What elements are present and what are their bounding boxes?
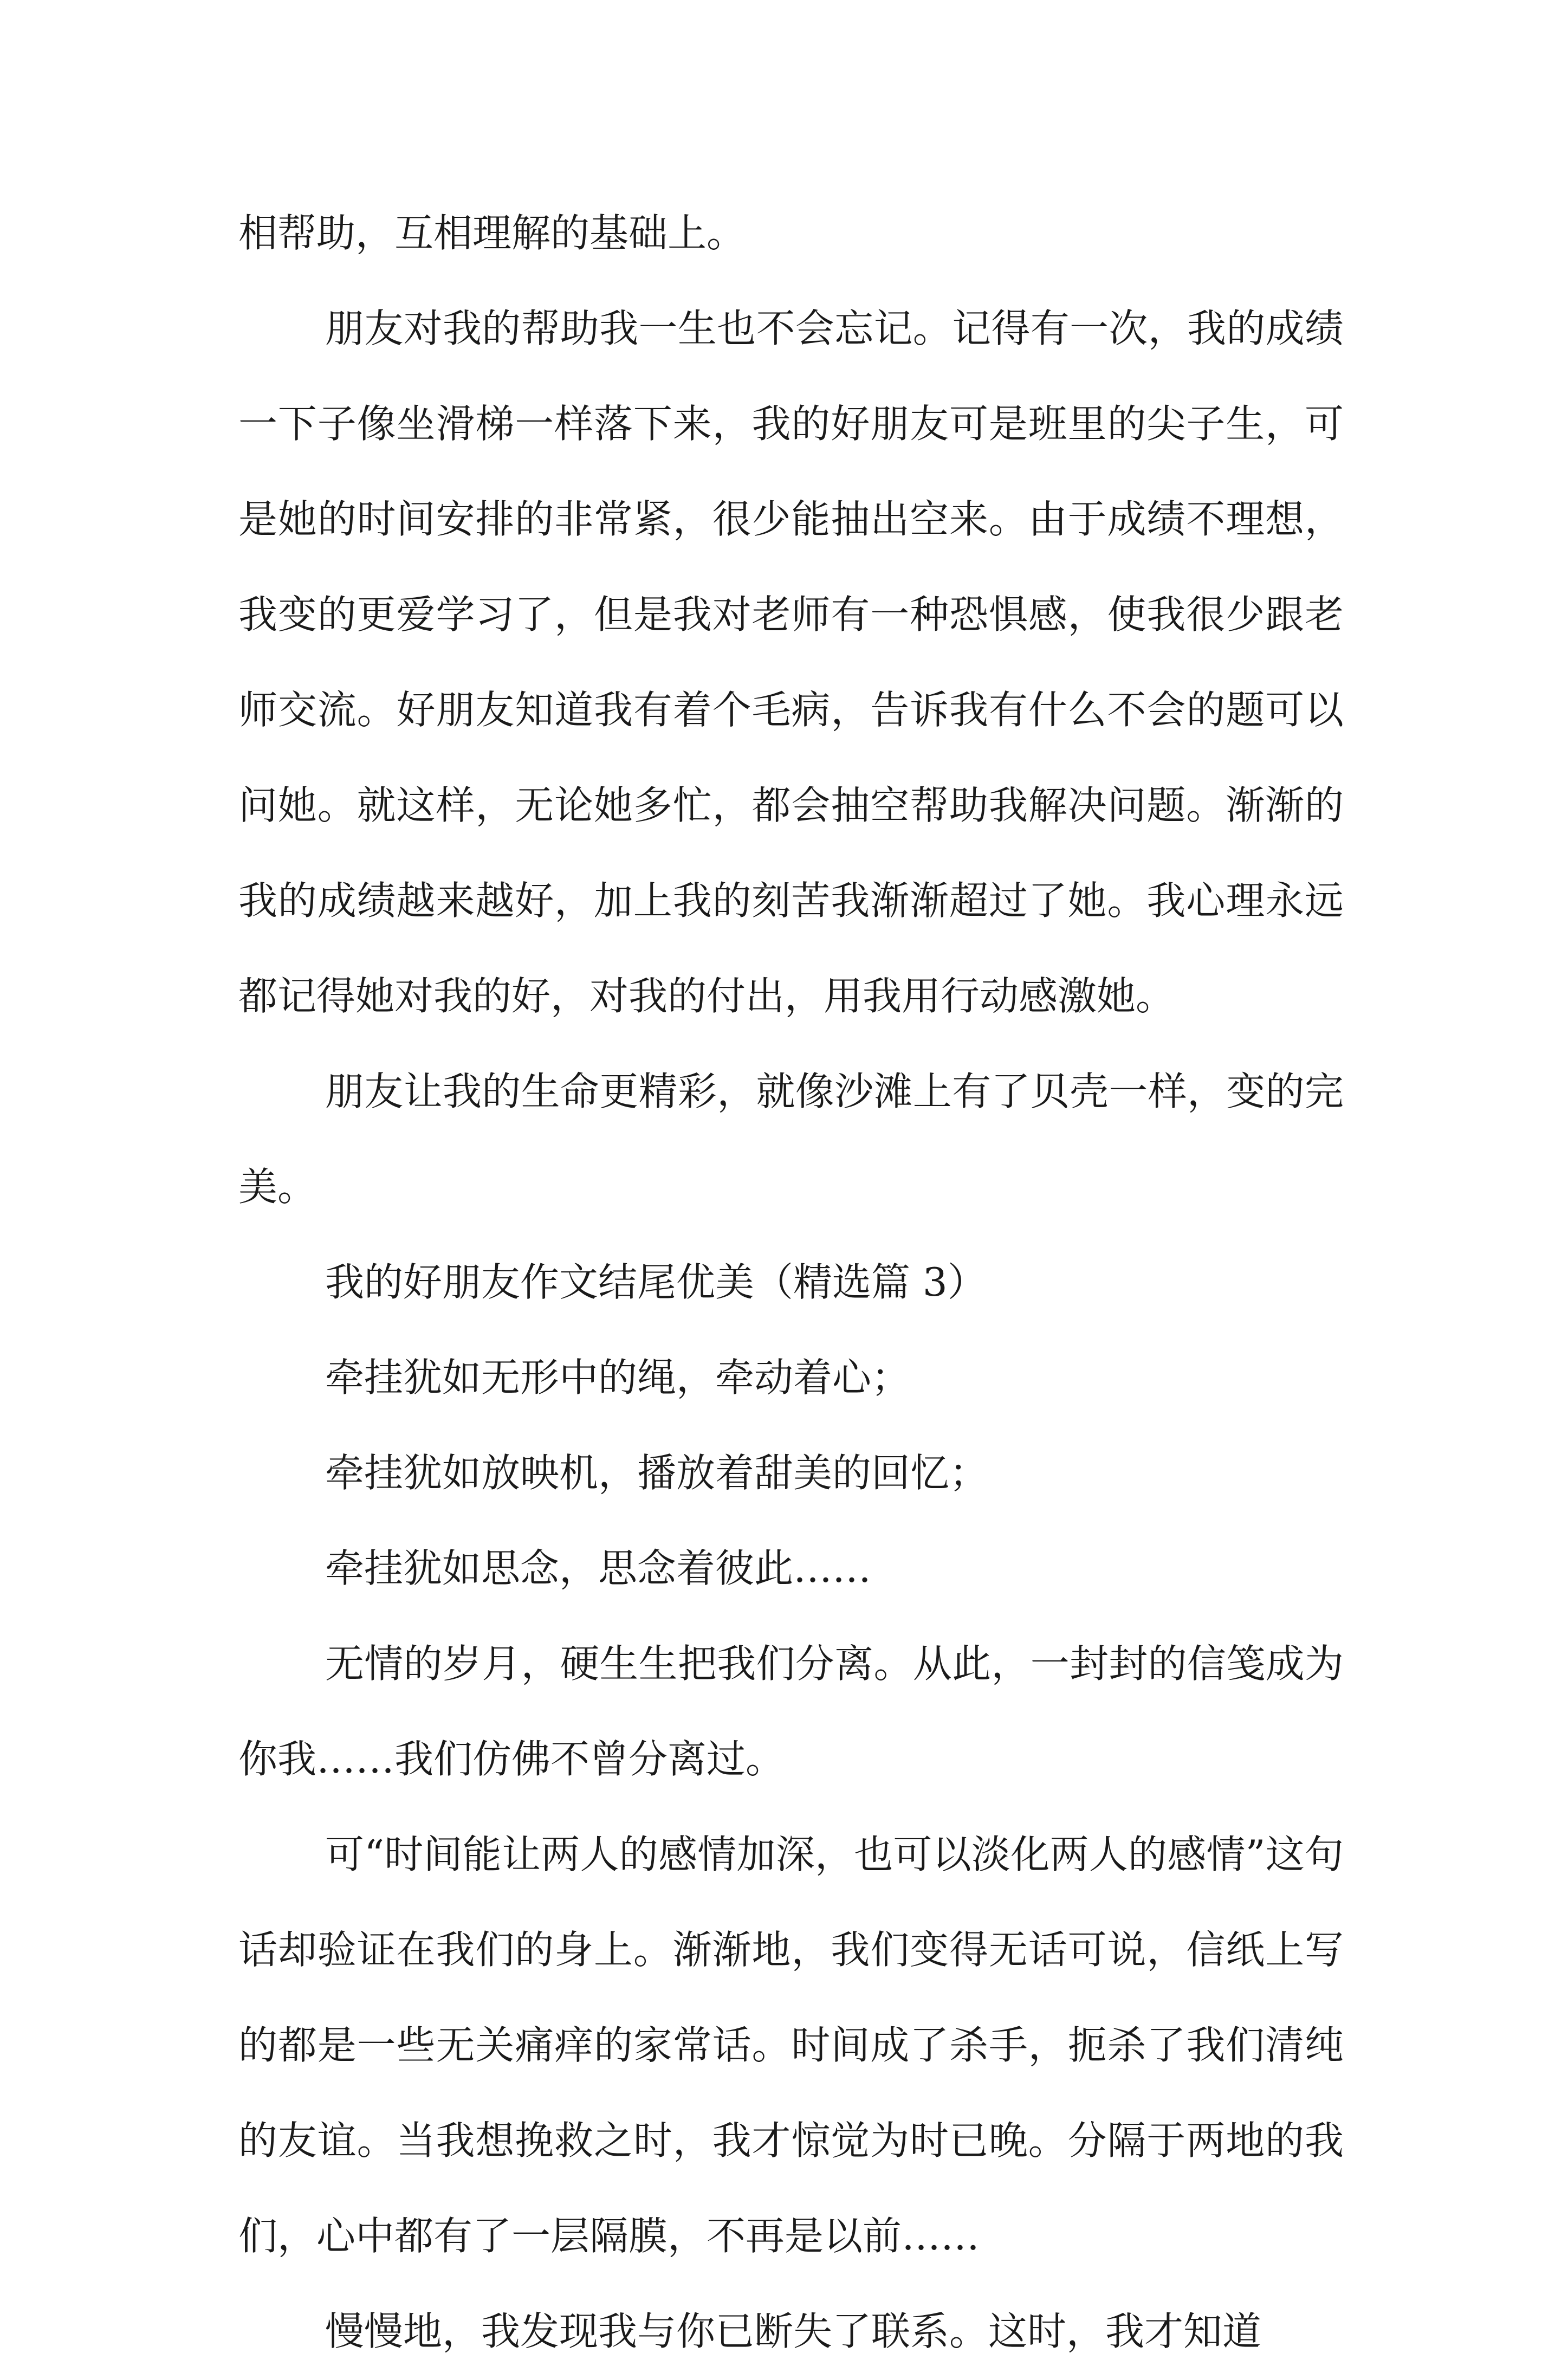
document-body <box>238 185 1344 2379</box>
paragraph: 慢慢地，我发现我与你已断失了联系。这时，我才知道 <box>325 2309 1262 2354</box>
paragraph: 朋友让我的生命更精彩，就像沙滩上有了贝壳一样，变的完美。 <box>238 1069 1344 1210</box>
paragraph: 牵挂犹如无形中的绳，牵动着心； <box>325 1355 911 1400</box>
paragraph: 相帮助，互相理解的基础上。 <box>238 210 746 256</box>
section-heading: 我的好朋友作文结尾优美（精选篇 3） <box>325 1259 987 1305</box>
paragraph: 牵挂犹如放映机，播放着甜美的回忆； <box>325 1450 989 1496</box>
paragraph: 牵挂犹如思念，思念着彼此…… <box>325 1546 872 1591</box>
paragraph: 朋友对我的帮助我一生也不会忘记。记得有一次，我的成绩一下子像坐滑梯一样落下来，我的好朋友可是班里的尖子生，可是她的时间安排的非常紧，很少能抽出空来。由于成绩不理想，我变的更爱学习了，但是我对老师有一种恐惧感，使我很少跟老师交流。好朋友知道我有着个毛病，告诉我有什么不会的题可以问她。就这样，无论她多忙，都会抽空帮助我解决问题。渐渐的我的成绩越来越好，加上我的刻苦我渐渐超过了她。我心理永远都记得她对我的好，对我的付出，用我用行动感激她。 <box>238 306 1344 1019</box>
paragraph: 可“时间能让两人的感情加深，也可以淡化两人的感情”这句话却验证在我们的身上。渐渐地，我们变得无话可说，信纸上写的都是一些无关痛痒的家常话。时间成了杀手，扼杀了我们清纯的友谊。当我想挽救之时，我才惊觉为时已晚。分隔于两地的我们，心中都有了一层隔膜，不再是以前…… <box>238 1832 1344 2259</box>
paragraph: 无情的岁月，硬生生把我们分离。从此，一封封的信笺成为你我……我们仿佛不曾分离过。 <box>238 1641 1344 1782</box>
